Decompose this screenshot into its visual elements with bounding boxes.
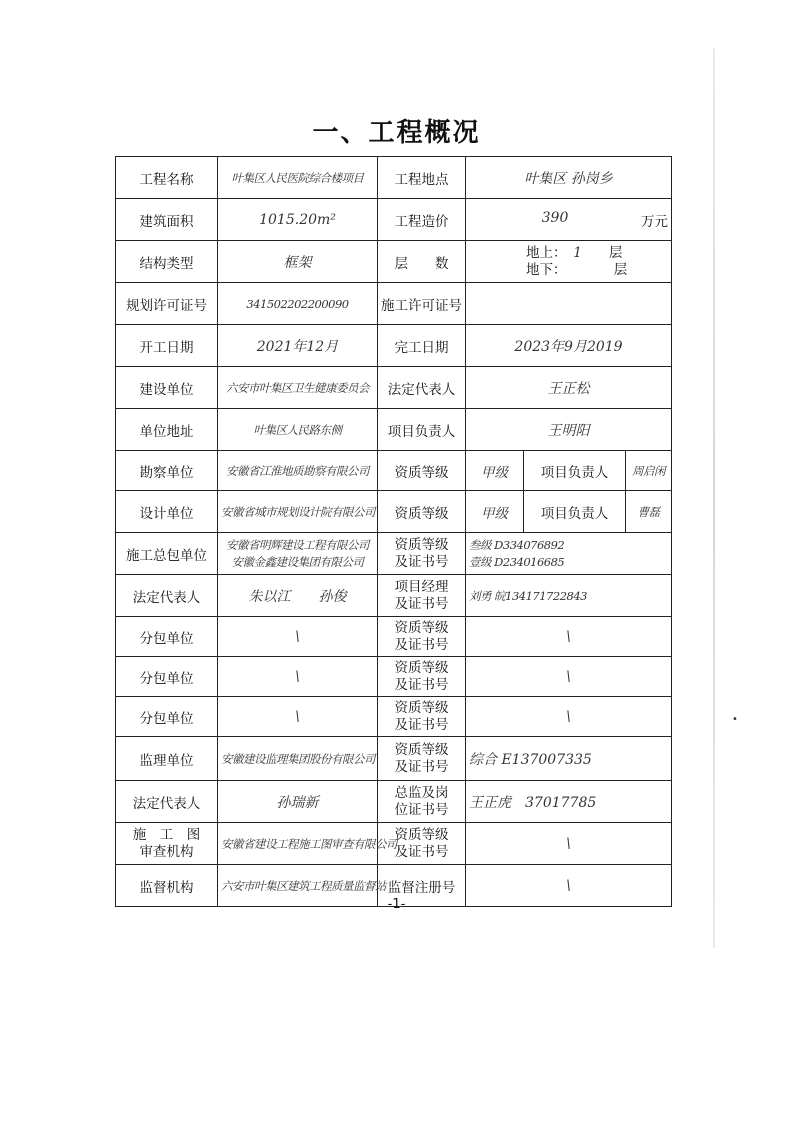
below-unit: 层 [613,261,628,278]
label: 及证书号 [394,553,449,570]
label: 资质等级 [378,451,466,491]
value: 孙俊 [318,588,347,605]
cost-cell [466,199,672,241]
label: 资质等级 [394,659,449,676]
label: 及证书号 [394,843,449,860]
label: 层 数 [378,241,466,283]
value-cell [466,533,672,575]
row-contractor [116,533,672,575]
label: 总监及岗 [394,784,449,801]
label: 资质等级 [394,619,449,636]
value: 甲级 [466,451,524,491]
label: 及证书号 [394,716,449,733]
value: 六安市叶集区建筑工程质量监督站 [218,865,378,907]
value: \ [218,657,378,697]
label: 分包单位 [116,657,218,697]
label: 监理单位 [116,737,218,781]
label: 建筑面积 [116,199,218,241]
label: 审查机构 [139,843,194,860]
page-edge-shadow [713,48,715,948]
label-cell [378,657,466,697]
above-value: 1 [573,244,582,261]
label-cell [378,533,466,575]
label: 及证书号 [394,595,449,612]
label-cell [378,737,466,781]
value: 安徽省城市规划设计院有限公司 [218,491,378,533]
label: 开工日期 [116,325,218,367]
row-sub2 [116,657,672,697]
value: \ [466,865,672,907]
value: 王正松 [466,367,672,409]
label: 分包单位 [116,617,218,657]
row-dates [116,325,672,367]
value: 叶集区人民路东侧 [218,409,378,451]
label: 工程地点 [378,157,466,199]
value: 安徽省明辉建设工程有限公司 [226,537,369,552]
row-review [116,823,672,865]
label: 工程名称 [116,157,218,199]
value: \ [466,617,672,657]
row-sub1 [116,617,672,657]
value-cell [218,575,378,617]
value: 甲级 [466,491,524,533]
row-survey [116,451,672,491]
value: 朱以江 [248,588,291,605]
value: 曹磊 [626,491,672,533]
value: 叶集区人民医院综合楼项目 [218,157,378,199]
label-cell [378,697,466,737]
label: 施工许可证号 [378,283,466,325]
value: 框架 [218,241,378,283]
value: 安徽省建设工程施工图审查有限公司 [218,823,378,865]
value: 安徽建设监理集团股份有限公司 [218,737,378,781]
label: 法定代表人 [378,367,466,409]
floors-above [526,245,668,262]
floors-below [526,262,668,279]
above-unit: 层 [608,244,623,261]
value: 壹级 D234016685 [469,554,565,569]
label: 及证书号 [394,758,449,775]
label: 项目负责人 [378,409,466,451]
label: 施 工 图 [132,826,201,843]
label: 资质等级 [394,741,449,758]
label: 法定代表人 [116,575,218,617]
project-overview-table [115,156,672,907]
label: 勘察单位 [116,451,218,491]
value-cell [466,781,672,823]
label: 资质等级 [394,699,449,716]
label: 工程造价 [378,199,466,241]
label: 建设单位 [116,367,218,409]
row-area [116,199,672,241]
label: 监督注册号 [378,865,466,907]
cost-unit: 万元 [641,213,669,230]
value: \ [466,823,672,865]
label: 结构类型 [116,241,218,283]
value [466,283,672,325]
label: 施工总包单位 [116,533,218,575]
value: 37017785 [525,794,597,811]
value: 孙瑞新 [218,781,378,823]
row-supervisor [116,737,672,781]
value: 六安市叶集区卫生健康委员会 [218,367,378,409]
label: 位证书号 [394,801,449,818]
above-label: 地上： [526,244,560,261]
below-label: 地下： [526,261,560,278]
floors-cell [466,241,672,283]
row-structure [116,241,672,283]
value: 叁级 D334076892 [469,537,565,552]
value: 2023年9月2019 [466,325,672,367]
value-cell [218,533,378,575]
value: \ [466,697,672,737]
label: 规划许可证号 [116,283,218,325]
label-cell [378,617,466,657]
value: 王正虎 [469,794,511,811]
row-legal-rep [116,575,672,617]
value: 刘勇 皖134171722843 [466,575,672,617]
label: 及证书号 [394,676,449,693]
label: 资质等级 [378,491,466,533]
label: 监督机构 [116,865,218,907]
value: 2021年12月 [218,325,378,367]
value: \ [218,617,378,657]
row-address [116,409,672,451]
value: 叶集区 孙岗乡 [466,157,672,199]
label-cell [378,781,466,823]
value: \ [466,657,672,697]
value: 安徽金鑫建设集团有限公司 [231,554,364,569]
scan-mark-icon: • [732,714,738,725]
value: \ [218,697,378,737]
row-design [116,491,672,533]
cost-value: 390 [541,209,569,226]
page-title: 一、工程概况 [312,118,481,148]
page-number: -1- [387,897,406,912]
label: 项目负责人 [524,451,626,491]
label: 资质等级 [394,826,449,843]
label-cell [378,575,466,617]
label: 设计单位 [116,491,218,533]
label: 及证书号 [394,636,449,653]
label: 资质等级 [394,536,449,553]
row-supervisor-rep [116,781,672,823]
value: 安徽省江淮地质勘察有限公司 [218,451,378,491]
value: 1015.20m² [218,199,378,241]
value: 王明阳 [466,409,672,451]
value: 341502202200090 [218,283,378,325]
label-cell [116,823,218,865]
row-project-name [116,157,672,199]
value: 综合 E137007335 [466,737,672,781]
label: 完工日期 [378,325,466,367]
label: 项目负责人 [524,491,626,533]
label: 单位地址 [116,409,218,451]
label: 项目经理 [394,578,449,595]
label: 分包单位 [116,697,218,737]
row-builder [116,367,672,409]
value: 周启闲 [626,451,672,491]
label: 法定代表人 [116,781,218,823]
row-permit [116,283,672,325]
row-sub3 [116,697,672,737]
